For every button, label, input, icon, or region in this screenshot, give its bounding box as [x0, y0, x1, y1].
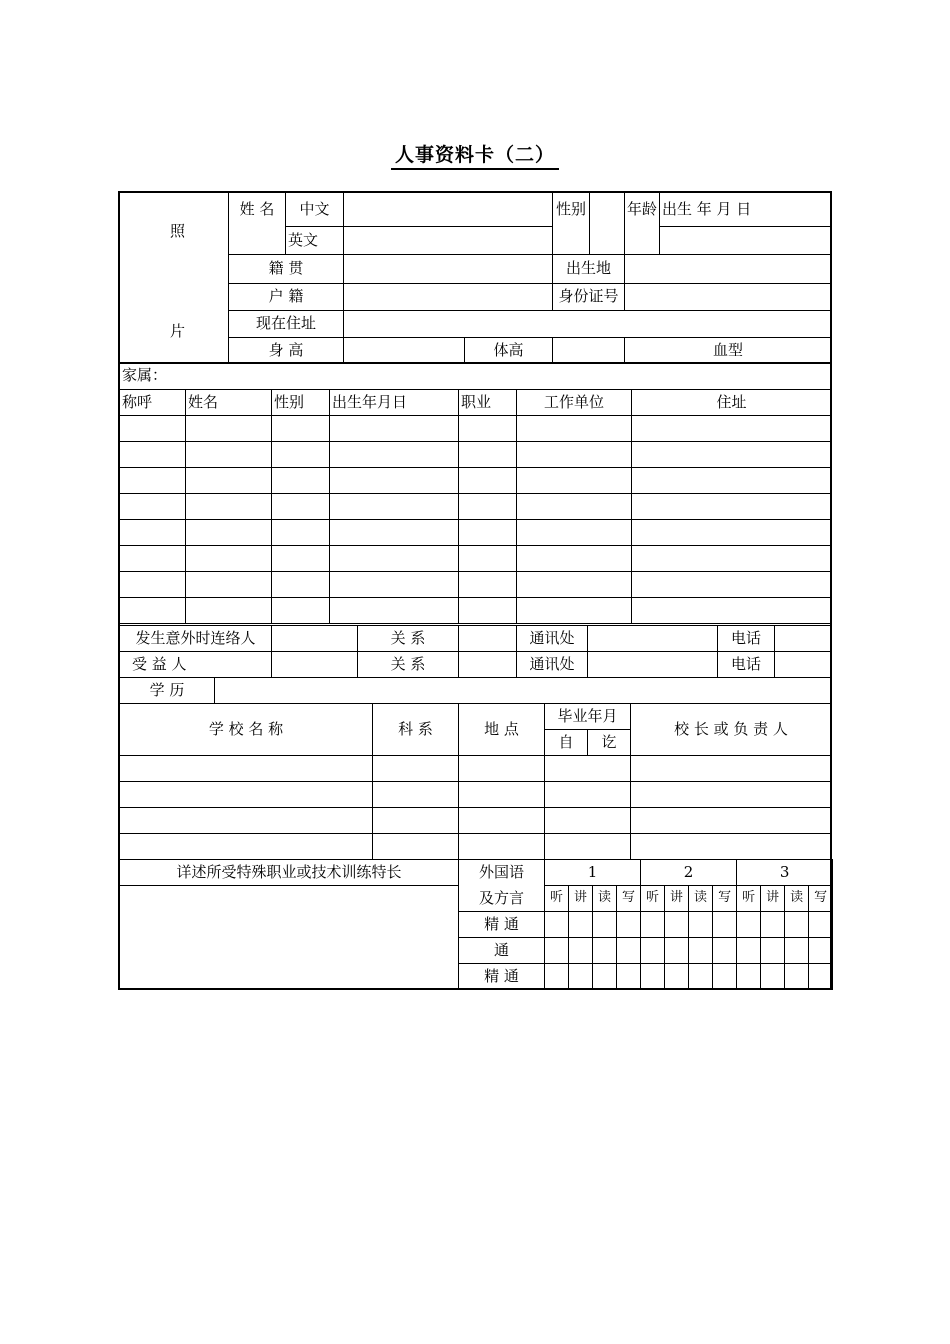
table-cell[interactable] — [517, 442, 632, 468]
family-col-address: 住址 — [632, 390, 832, 416]
table-cell[interactable] — [459, 572, 517, 598]
level-checkbox[interactable] — [785, 912, 809, 938]
language-1-header: 1 — [545, 860, 641, 886]
table-cell[interactable] — [330, 520, 459, 546]
level-checkbox[interactable] — [641, 938, 665, 964]
table-cell[interactable] — [632, 546, 832, 572]
level-checkbox[interactable] — [617, 964, 641, 990]
chinese-name-field[interactable] — [344, 193, 553, 227]
table-cell[interactable] — [272, 546, 330, 572]
table-cell[interactable] — [330, 546, 459, 572]
photo-label-top: 照 — [170, 222, 186, 240]
table-cell[interactable] — [272, 468, 330, 494]
table-cell[interactable] — [120, 520, 186, 546]
table-cell[interactable] — [330, 416, 459, 442]
ability-speak: 讲 — [761, 886, 785, 912]
graduation-from-header: 自 — [545, 730, 588, 756]
level-checkbox[interactable] — [689, 912, 713, 938]
table-cell[interactable] — [631, 756, 832, 782]
table-cell[interactable] — [517, 546, 632, 572]
height-label: 身 高 — [229, 337, 344, 363]
personal-info-table — [119, 192, 832, 364]
level-checkbox[interactable] — [809, 912, 833, 938]
education-field[interactable] — [215, 678, 832, 704]
table-cell[interactable] — [272, 442, 330, 468]
location-header: 地 点 — [459, 704, 545, 756]
level-label: 精 通 — [459, 964, 545, 990]
age-label: 年龄 — [625, 193, 660, 255]
table-cell[interactable] — [186, 598, 272, 624]
ability-read: 读 — [593, 886, 617, 912]
id-number-label: 身份证号 — [553, 283, 625, 310]
beneficiary-address-field[interactable] — [588, 652, 718, 678]
household-label: 户 籍 — [229, 283, 344, 310]
family-col-relation: 称呼 — [120, 390, 186, 416]
table-cell[interactable] — [373, 808, 459, 834]
weight-label: 体高 — [465, 337, 553, 363]
table-cell[interactable] — [120, 442, 186, 468]
table-cell[interactable] — [517, 520, 632, 546]
table-cell[interactable] — [459, 546, 517, 572]
table-cell[interactable] — [120, 756, 373, 782]
table-row — [120, 808, 832, 834]
table-cell[interactable] — [459, 756, 545, 782]
table-cell[interactable] — [545, 782, 631, 808]
emergency-address-label: 通讯处 — [517, 626, 588, 652]
table-row — [120, 782, 832, 808]
table-cell[interactable] — [545, 808, 631, 834]
level-checkbox[interactable] — [809, 938, 833, 964]
table-cell[interactable] — [632, 572, 832, 598]
ability-read: 读 — [785, 886, 809, 912]
table-cell[interactable] — [330, 442, 459, 468]
level-checkbox[interactable] — [689, 964, 713, 990]
graduation-to-header: 讫 — [588, 730, 631, 756]
language-2-header: 2 — [641, 860, 737, 886]
language-3-header: 3 — [737, 860, 833, 886]
table-cell[interactable] — [373, 834, 459, 860]
ability-write: 写 — [809, 886, 833, 912]
emergency-address-field[interactable] — [588, 626, 718, 652]
level-checkbox[interactable] — [761, 938, 785, 964]
table-cell[interactable] — [186, 494, 272, 520]
table-cell[interactable] — [120, 782, 373, 808]
beneficiary-field[interactable] — [272, 652, 358, 678]
table-cell[interactable] — [631, 808, 832, 834]
table-cell[interactable] — [120, 808, 373, 834]
table-cell[interactable] — [459, 494, 517, 520]
education-table — [119, 677, 832, 860]
emergency-relation-field[interactable] — [459, 626, 517, 652]
special-training-label: 详述所受特殊职业或技术训练特长 — [120, 860, 459, 886]
blood-type-label: 血型 — [625, 337, 832, 363]
table-row — [120, 494, 832, 520]
table-cell[interactable] — [632, 520, 832, 546]
level-checkbox[interactable] — [593, 938, 617, 964]
ability-read: 读 — [689, 886, 713, 912]
table-cell[interactable] — [330, 494, 459, 520]
principal-header: 校 长 或 负 责 人 — [631, 704, 832, 756]
english-name-label: 英文 — [286, 227, 344, 255]
level-checkbox[interactable] — [665, 912, 689, 938]
beneficiary-phone-label: 电话 — [718, 652, 775, 678]
gender-label: 性别 — [553, 193, 590, 255]
table-cell[interactable] — [186, 520, 272, 546]
table-row — [120, 572, 832, 598]
ability-write: 写 — [713, 886, 737, 912]
dialect-label: 及方言 — [459, 886, 545, 912]
level-checkbox[interactable] — [737, 938, 761, 964]
table-cell[interactable] — [632, 494, 832, 520]
family-table — [119, 362, 832, 624]
contacts-table — [119, 625, 832, 678]
emergency-contact-field[interactable] — [272, 626, 358, 652]
weight-field[interactable] — [553, 337, 625, 363]
table-cell[interactable] — [459, 468, 517, 494]
ability-speak: 讲 — [569, 886, 593, 912]
page-title: 人事资料卡（二） — [0, 140, 950, 167]
address-label: 现在住址 — [229, 310, 344, 337]
table-cell[interactable] — [186, 442, 272, 468]
table-cell[interactable] — [330, 468, 459, 494]
level-checkbox[interactable] — [665, 964, 689, 990]
table-cell[interactable] — [186, 416, 272, 442]
table-cell[interactable] — [545, 756, 631, 782]
table-cell[interactable] — [272, 598, 330, 624]
table-cell[interactable] — [517, 468, 632, 494]
english-name-field[interactable] — [344, 227, 553, 255]
emergency-contact-label: 发生意外时连络人 — [120, 626, 272, 652]
table-cell[interactable] — [186, 468, 272, 494]
table-cell[interactable] — [517, 494, 632, 520]
emergency-phone-field[interactable] — [775, 626, 832, 652]
emergency-relation-label: 关 系 — [358, 626, 459, 652]
level-checkbox[interactable] — [545, 938, 569, 964]
level-checkbox[interactable] — [593, 912, 617, 938]
table-cell[interactable] — [517, 572, 632, 598]
family-label: 家属： — [120, 363, 832, 390]
name-label: 姓 名 — [229, 193, 286, 255]
level-label: 通 — [459, 938, 545, 964]
table-cell[interactable] — [517, 598, 632, 624]
level-checkbox[interactable] — [569, 938, 593, 964]
level-checkbox[interactable] — [617, 912, 641, 938]
table-cell[interactable] — [186, 546, 272, 572]
table-cell[interactable] — [120, 546, 186, 572]
ability-listen: 听 — [737, 886, 761, 912]
beneficiary-phone-field[interactable] — [775, 652, 832, 678]
native-label: 籍 贯 — [229, 255, 344, 283]
table-cell[interactable] — [120, 572, 186, 598]
birth-field[interactable] — [660, 227, 832, 255]
photo-label-bottom: 片 — [170, 322, 186, 340]
table-row — [120, 834, 832, 860]
education-label: 学 历 — [120, 678, 215, 704]
table-cell[interactable] — [632, 598, 832, 624]
table-cell[interactable] — [459, 782, 545, 808]
table-row — [120, 598, 832, 624]
ability-write: 写 — [617, 886, 641, 912]
level-checkbox[interactable] — [737, 912, 761, 938]
table-cell[interactable] — [632, 416, 832, 442]
table-cell[interactable] — [545, 834, 631, 860]
table-cell[interactable] — [272, 572, 330, 598]
family-col-name: 姓名 — [186, 390, 272, 416]
table-cell[interactable] — [631, 782, 832, 808]
level-checkbox[interactable] — [785, 938, 809, 964]
ability-speak: 讲 — [665, 886, 689, 912]
table-cell[interactable] — [459, 520, 517, 546]
beneficiary-relation-label: 关 系 — [358, 652, 459, 678]
table-cell[interactable] — [459, 598, 517, 624]
table-cell[interactable] — [120, 598, 186, 624]
table-cell[interactable] — [120, 416, 186, 442]
table-row — [120, 468, 832, 494]
table-row — [120, 546, 832, 572]
family-col-gender: 性别 — [272, 390, 330, 416]
level-checkbox[interactable] — [761, 912, 785, 938]
address-field[interactable] — [344, 310, 832, 337]
department-header: 科 系 — [373, 704, 459, 756]
family-col-birthdate: 出生年月日 — [330, 390, 459, 416]
table-cell[interactable] — [632, 468, 832, 494]
level-checkbox[interactable] — [785, 964, 809, 990]
level-label: 精 通 — [459, 912, 545, 938]
beneficiary-address-label: 通讯处 — [517, 652, 588, 678]
school-name-header: 学 校 名 称 — [120, 704, 373, 756]
table-cell[interactable] — [373, 756, 459, 782]
household-field[interactable] — [344, 283, 553, 310]
level-checkbox[interactable] — [569, 964, 593, 990]
level-checkbox[interactable] — [545, 912, 569, 938]
special-training-field[interactable] — [120, 886, 459, 990]
level-checkbox[interactable] — [569, 912, 593, 938]
birth-label: 出生 年 月 日 — [660, 193, 832, 227]
table-row — [120, 416, 832, 442]
table-cell[interactable] — [632, 442, 832, 468]
height-field[interactable] — [344, 337, 465, 363]
ability-listen: 听 — [641, 886, 665, 912]
foreign-language-label: 外国语 — [459, 860, 545, 886]
table-cell[interactable] — [272, 416, 330, 442]
table-cell[interactable] — [272, 494, 330, 520]
table-cell[interactable] — [459, 416, 517, 442]
table-cell[interactable] — [186, 572, 272, 598]
family-col-occupation: 职业 — [459, 390, 517, 416]
table-cell[interactable] — [120, 834, 373, 860]
table-row — [120, 520, 832, 546]
level-checkbox[interactable] — [713, 912, 737, 938]
table-row — [120, 756, 832, 782]
id-number-field[interactable] — [625, 283, 832, 310]
table-cell[interactable] — [120, 468, 186, 494]
birthplace-label: 出生地 — [553, 255, 625, 283]
table-cell[interactable] — [272, 520, 330, 546]
level-checkbox[interactable] — [593, 964, 617, 990]
level-checkbox[interactable] — [713, 964, 737, 990]
level-checkbox[interactable] — [617, 938, 641, 964]
skills-table — [119, 859, 833, 990]
level-checkbox[interactable] — [641, 912, 665, 938]
table-row — [120, 442, 832, 468]
birthplace-field[interactable] — [625, 255, 832, 283]
native-field[interactable] — [344, 255, 553, 283]
table-cell[interactable] — [373, 782, 459, 808]
chinese-name-label: 中文 — [286, 193, 344, 227]
level-checkbox[interactable] — [713, 938, 737, 964]
graduation-header: 毕业年月 — [545, 704, 631, 730]
table-cell[interactable] — [120, 494, 186, 520]
level-checkbox[interactable] — [737, 964, 761, 990]
level-checkbox[interactable] — [761, 964, 785, 990]
level-checkbox[interactable] — [545, 964, 569, 990]
table-cell[interactable] — [517, 416, 632, 442]
beneficiary-label: 受 益 人 — [120, 652, 272, 678]
table-cell[interactable] — [459, 834, 545, 860]
level-checkbox[interactable] — [641, 964, 665, 990]
ability-listen: 听 — [545, 886, 569, 912]
level-checkbox[interactable] — [809, 964, 833, 990]
table-cell[interactable] — [631, 834, 832, 860]
gender-field[interactable] — [590, 193, 625, 255]
photo-cell[interactable] — [120, 193, 229, 364]
table-cell[interactable] — [330, 598, 459, 624]
emergency-phone-label: 电话 — [718, 626, 775, 652]
table-cell[interactable] — [330, 572, 459, 598]
table-cell[interactable] — [459, 442, 517, 468]
family-col-employer: 工作单位 — [517, 390, 632, 416]
level-checkbox[interactable] — [689, 938, 713, 964]
beneficiary-relation-field[interactable] — [459, 652, 517, 678]
level-checkbox[interactable] — [665, 938, 689, 964]
table-cell[interactable] — [459, 808, 545, 834]
